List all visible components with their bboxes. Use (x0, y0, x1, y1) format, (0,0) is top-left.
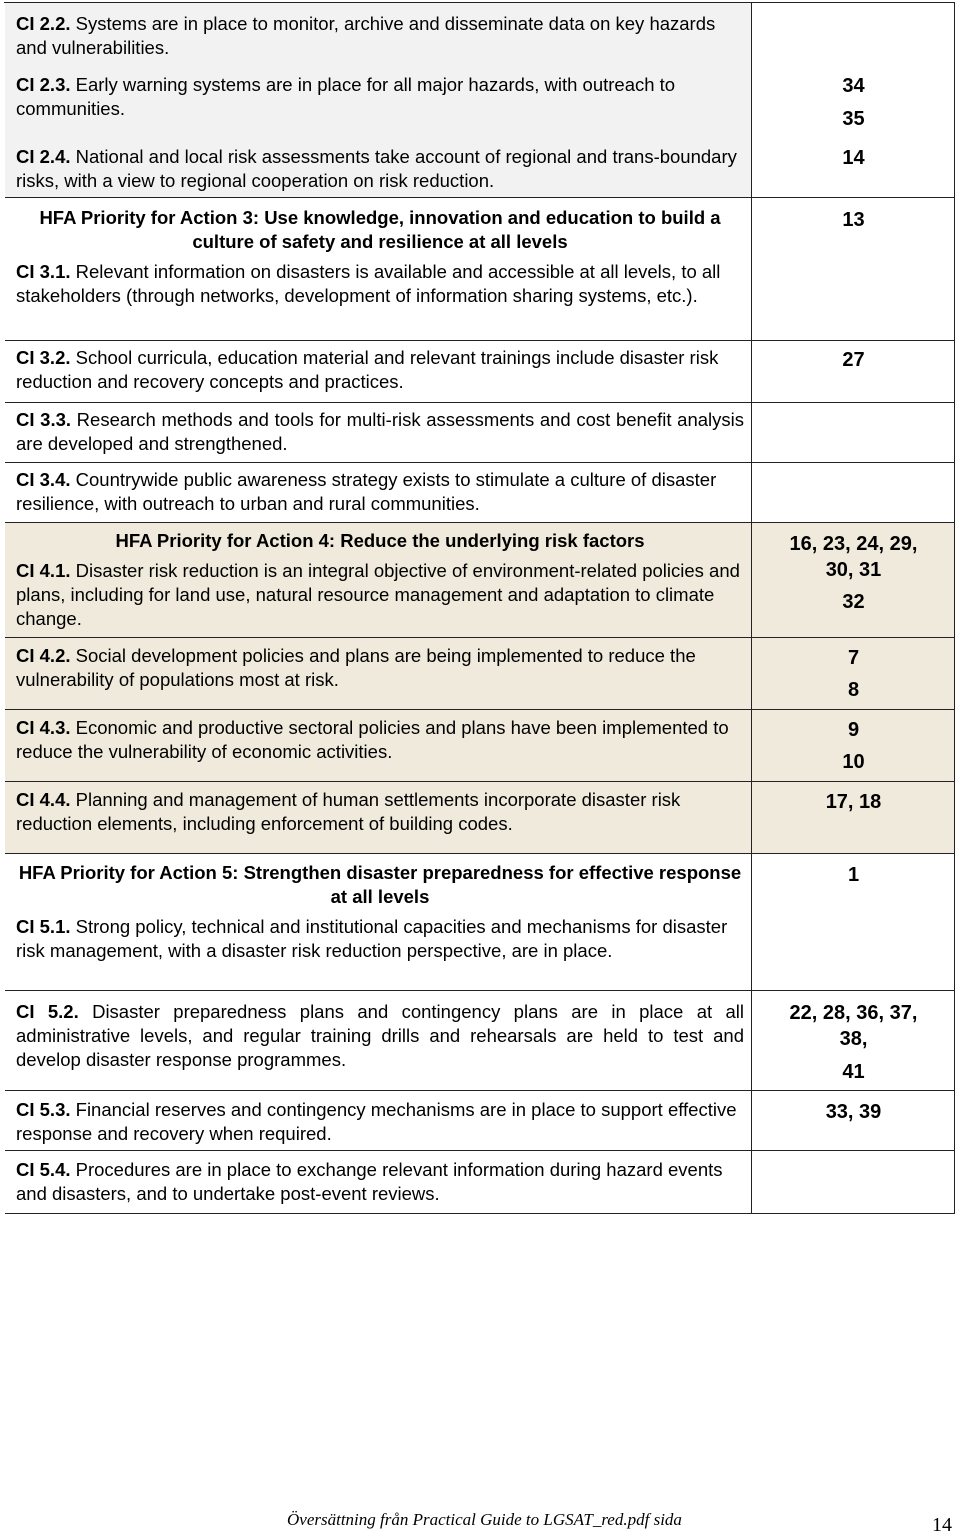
indicator-code: CI 3.2. (16, 347, 71, 368)
description-cell (5, 463, 752, 523)
list-item (16, 716, 744, 764)
reference-cell (752, 991, 955, 1091)
indicator-text: Planning and management of human settlements incorporate disaster risk reduction elements, including enforcement of building codes. (16, 789, 681, 834)
reference-cell (752, 854, 955, 991)
list-item (16, 559, 744, 631)
indicator-text: Social development policies and plans are being implemented to reduce the vulnerability of populations most at risk. (16, 645, 696, 690)
reference-number: 27 (842, 349, 865, 371)
indicator-text: Relevant information on disasters is available and accessible at all levels, to all stakeholders (through networks, development of information sharing systems, etc.). (16, 261, 721, 306)
description-cell (5, 710, 752, 782)
reference-number: 41 (842, 1061, 865, 1083)
reference-number: 8 (847, 679, 860, 701)
table-row (5, 991, 955, 1091)
list-item (16, 408, 744, 456)
reference-number: 16, 23, 24, 29, (789, 533, 918, 555)
table-row (5, 1091, 955, 1151)
indicator-code: CI 3.1. (16, 261, 71, 282)
list-item (16, 12, 744, 60)
list-item (16, 1000, 744, 1072)
indicator-code: CI 2.2. (16, 13, 71, 34)
table-row (5, 341, 955, 403)
reference-number: 9 (847, 719, 860, 741)
list-item (16, 346, 744, 394)
table-row (5, 1151, 955, 1214)
reference-number: 34 (842, 75, 865, 97)
reference-number: 38, (839, 1028, 868, 1050)
list-item (16, 468, 744, 516)
reference-number: 32 (842, 591, 865, 613)
reference-cell (752, 198, 955, 341)
table-row (5, 523, 955, 638)
indicator-code: CI 3.4. (16, 469, 71, 490)
indicator-code: CI 5.1. (16, 916, 71, 937)
reference-number: 30, 31 (825, 559, 882, 581)
indicator-text: Research methods and tools for multi-risk assessments and cost benefit analysis are developed and strengthened. (16, 409, 744, 454)
description-cell (5, 1151, 752, 1214)
priority-heading: HFA Priority for Action 3: Use knowledge, innovation and education to build a culture of safety and resilience at all levels (39, 207, 721, 252)
indicator-code: CI 4.4. (16, 789, 71, 810)
reference-cell (752, 341, 955, 403)
table-row (5, 403, 955, 463)
reference-number: 7 (847, 647, 860, 669)
indicator-text: Disaster risk reduction is an integral objective of environment-related policies and plans, including for land use, natural resource management and adaptation to climate change. (16, 560, 740, 629)
reference-number: 33, 39 (825, 1101, 882, 1123)
reference-number: 14 (842, 147, 865, 169)
indicator-text: Disaster preparedness plans and contingency plans are in place at all administrative levels, and regular training drills and rehearsals are held to test and develop disaster response programmes. (16, 1001, 744, 1070)
list-item (16, 644, 744, 692)
indicator-text: Strong policy, technical and institutional capacities and mechanisms for disaster risk management, with a disaster risk reduction perspective, are in place. (16, 916, 728, 961)
indicator-text: Countrywide public awareness strategy exists to stimulate a culture of disaster resilience, with outreach to urban and rural communities. (16, 469, 717, 514)
reference-number: 22, 28, 36, 37, (789, 1002, 918, 1024)
description-cell (5, 854, 752, 991)
indicator-text: Procedures are in place to exchange relevant information during hazard events and disasters, and to undertake post-event reviews. (16, 1159, 723, 1204)
list-item (16, 73, 744, 121)
description-cell (5, 403, 752, 463)
reference-cell (752, 403, 955, 463)
list-item (16, 915, 744, 963)
footer-note: Översättning från Practical Guide to LGSAT_red.pdf sida (287, 1510, 682, 1529)
indicator-text: Systems are in place to monitor, archive and disseminate data on key hazards and vulnerabilities. (16, 13, 716, 58)
table-row (5, 782, 955, 854)
table-row (5, 463, 955, 523)
reference-number: 35 (842, 108, 865, 130)
reference-number: 13 (842, 209, 865, 231)
description-cell (5, 523, 752, 638)
reference-cell (752, 3, 955, 198)
reference-number: 1 (847, 864, 860, 886)
reference-number: 17, 18 (825, 791, 882, 813)
description-cell (5, 1091, 752, 1151)
indicator-code: CI 2.3. (16, 74, 71, 95)
table-row (5, 198, 955, 341)
indicator-text: Financial reserves and contingency mechanisms are in place to support effective response and recovery when required. (16, 1099, 737, 1144)
indicator-code: CI 5.4. (16, 1159, 71, 1180)
reference-cell (752, 710, 955, 782)
indicator-code: CI 2.4. (16, 146, 71, 167)
indicator-code: CI 5.3. (16, 1099, 71, 1120)
priority-heading: HFA Priority for Action 5: Strengthen disaster preparedness for effective response at all levels (18, 862, 742, 907)
indicator-text: School curricula, education material and relevant trainings include disaster risk reduction and recovery concepts and practices. (16, 347, 719, 392)
indicator-code: CI 3.3. (16, 409, 72, 430)
priority-heading: HFA Priority for Action 4: Reduce the underlying risk factors (115, 530, 645, 551)
indicator-code: CI 4.3. (16, 717, 71, 738)
table-row (5, 854, 955, 991)
reference-cell (752, 1091, 955, 1151)
indicator-code: CI 4.2. (16, 645, 71, 666)
indicator-table (4, 2, 955, 1204)
description-cell (5, 991, 752, 1091)
table-row (5, 3, 955, 198)
reference-cell (752, 1151, 955, 1214)
list-item (16, 788, 744, 836)
table-row (5, 638, 955, 710)
description-cell (5, 341, 752, 403)
list-item (16, 1158, 744, 1206)
indicator-text: Early warning systems are in place for all major hazards, with outreach to communities. (16, 74, 676, 119)
list-item (16, 1098, 744, 1146)
indicator-text: Economic and productive sectoral policies and plans have been implemented to reduce the vulnerability of economic activities. (16, 717, 729, 762)
description-cell (5, 638, 752, 710)
indicator-text: National and local risk assessments take account of regional and trans-boundary risks, with a view to regional cooperation on risk reduction. (16, 146, 737, 191)
indicator-code: CI 5.2. (16, 1001, 79, 1022)
reference-cell (752, 523, 955, 638)
page-number: 14 (932, 1514, 952, 1536)
list-item (16, 145, 744, 193)
description-cell (5, 3, 752, 198)
reference-cell (752, 782, 955, 854)
reference-cell (752, 638, 955, 710)
description-cell (5, 198, 752, 341)
table-row (5, 710, 955, 782)
indicator-code: CI 4.1. (16, 560, 71, 581)
list-item (16, 260, 744, 308)
reference-cell (752, 463, 955, 523)
description-cell (5, 782, 752, 854)
reference-number: 10 (842, 751, 865, 773)
